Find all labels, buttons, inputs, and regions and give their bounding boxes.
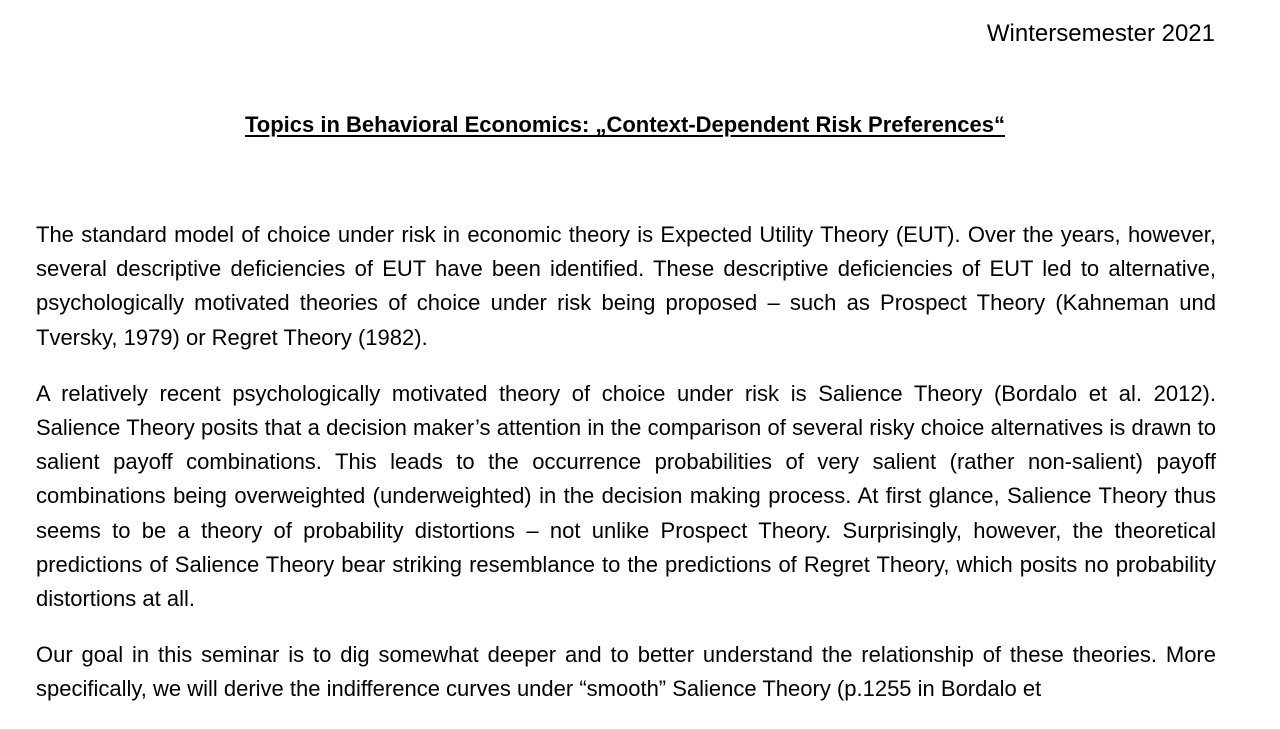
- document-body: [36, 218, 1216, 729]
- semester-label: Wintersemester 2021: [986, 20, 1215, 47]
- document-title: Topics in Behavioral Economics: „Context-Dependent Risk Preferences“: [244, 112, 1005, 137]
- paragraph-intro: The standard model of choice under risk in economic theory is Expected Utility Theory (EUT). Over the years, however, several descriptive deficiencies of EUT have been identified. These descriptive deficiencies of EUT led to alternative, psychologically motivated theories of choice under risk being proposed – such as Prospect Theory (Kahneman und Tversky, 1979) or Regret Theory (1982).: [36, 222, 1216, 350]
- paragraph-salience-theory: A relatively recent psychologically motivated theory of choice under risk is Salience Theory (Bordalo et al. 2012). Salience Theory posits that a decision maker’s attention in the comparison of several risky choice alternatives is drawn to salient payoff combinations. This leads to the occurrence probabilities of very salient (rather non-salient) payoff combinations being overweighted (underweighted) in the decision making process. At first glance, Salience Theory thus seems to be a theory of probability distortions – not unlike Prospect Theory. Surprisingly, however, the theoretical predictions of Salience Theory bear striking resemblance to the predictions of Regret Theory, which posits no probability distortions at all.: [36, 380, 1216, 612]
- paragraph-seminar-goal: Our goal in this seminar is to dig somewhat deeper and to better understand the relationship of these theories. More specifically, we will derive the indifference curves under “smooth” Salience Theory (p.1255 in Bordalo et: [36, 642, 1216, 702]
